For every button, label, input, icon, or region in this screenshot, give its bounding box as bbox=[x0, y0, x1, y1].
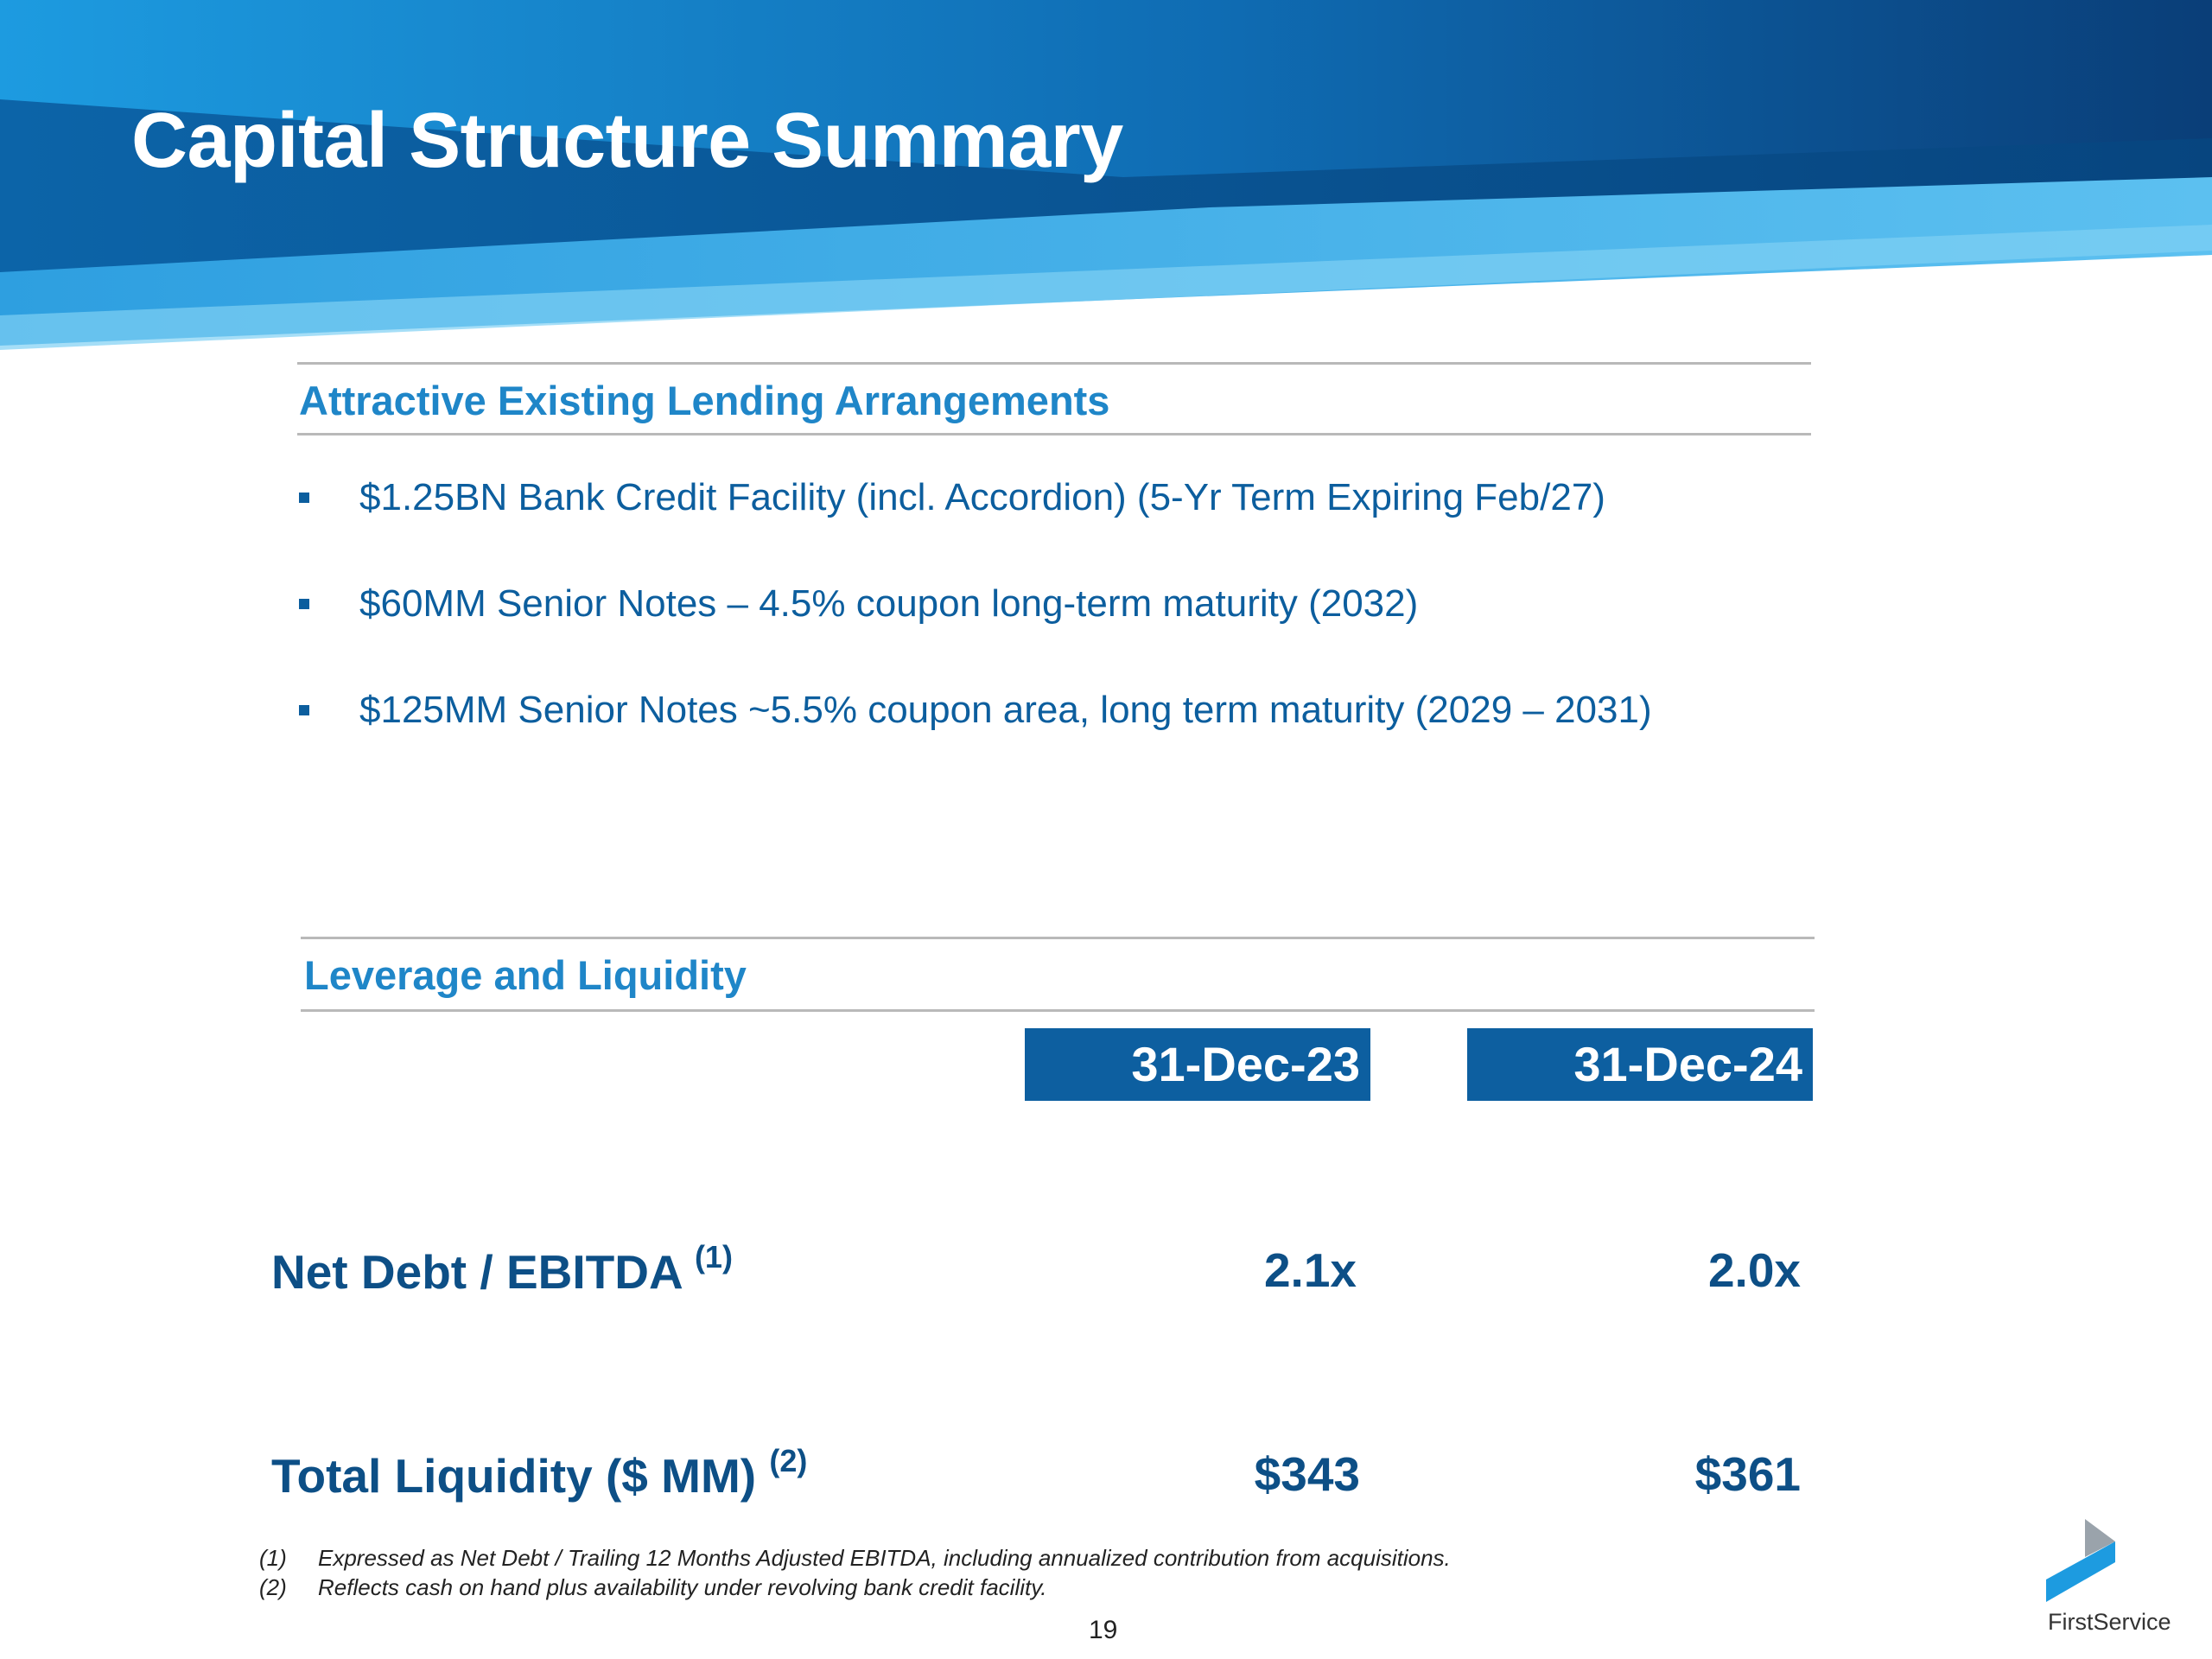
column-header-dec-23: 31-Dec-23 bbox=[1025, 1028, 1370, 1101]
bullet-square-icon bbox=[299, 493, 309, 503]
bullet-square-icon bbox=[299, 705, 309, 715]
footnote-ref: (1) bbox=[694, 1239, 733, 1274]
page-title: Capital Structure Summary bbox=[131, 98, 1123, 184]
net-debt-ebitda-dec-24: 2.0x bbox=[1707, 1243, 1801, 1297]
bullet-square-icon bbox=[299, 599, 309, 609]
page-number: 19 bbox=[1089, 1616, 1118, 1644]
row-label-total-liquidity: Total Liquidity ($ MM) $^{(2)}$ bbox=[271, 1443, 808, 1503]
leverage-section-title: Leverage and Liquidity bbox=[304, 952, 747, 998]
total-liquidity-dec-23: $343 bbox=[1254, 1447, 1360, 1501]
row-label-net-debt-ebitda: Net Debt / EBITDA $^{(1)}$ bbox=[271, 1239, 733, 1299]
logo-text: FirstService bbox=[2048, 1609, 2171, 1635]
firstservice-logo-icon bbox=[2046, 1519, 2115, 1602]
leverage-bottom-rule bbox=[301, 1009, 1815, 1012]
lending-bottom-rule bbox=[297, 433, 1811, 435]
net-debt-ebitda-dec-23: 2.1x bbox=[1263, 1243, 1357, 1297]
footnote-1: (1) Expressed as Net Debt / Trailing 12 Months Adjusted EBITDA, including annualized contribution from acquisitions. bbox=[259, 1545, 1451, 1571]
leverage-top-rule bbox=[301, 937, 1815, 939]
lending-section-title: Attractive Existing Lending Arrangements bbox=[299, 378, 1110, 423]
lending-top-rule bbox=[297, 362, 1811, 365]
footnote-ref: (2) bbox=[769, 1443, 808, 1478]
total-liquidity-dec-24: $361 bbox=[1694, 1447, 1801, 1501]
footnote-2: (2) Reflects cash on hand plus availability under revolving bank credit facility. bbox=[259, 1574, 1047, 1600]
column-header-dec-24: 31-Dec-24 bbox=[1467, 1028, 1813, 1101]
